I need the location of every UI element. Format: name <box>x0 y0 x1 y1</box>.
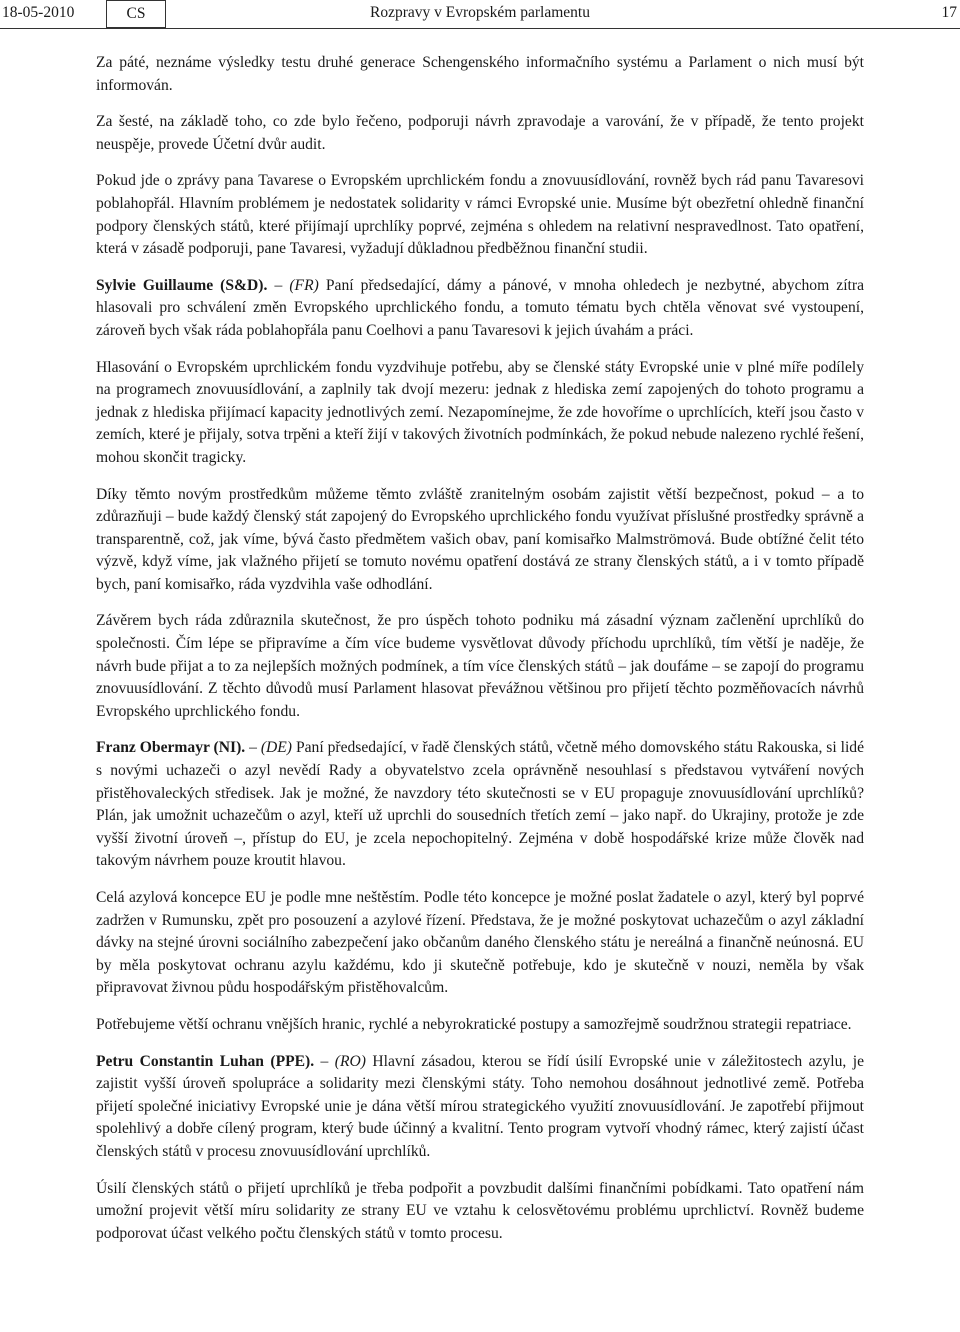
paragraph <box>96 887 864 1000</box>
speech-paragraph: Petru Constantin Luhan (PPE). – (RO) Hlavní zásadou, kterou se řídí úsilí Evropské unie v záležitostech azylu, je zajistit vyšší úroveň spolupráce a solidarity mezi členskými státy. Toho nemohou dosáhnout jednotlivé země. Potřeba přijetí společné iniciativy Evropské unie je dána větší mírou strategického využití znovuusídlování. Je zapotřebí přijmout spolehlivý a dobře cílený program, který bude účinný a kvalitní. Tento program vytvoří vhodný rámec, který zajistí účast členských států v procesu znovuusídlování uprchlíků. <box>96 1052 864 1160</box>
paragraph-text: Za páté, neznáme výsledky testu druhé generace Schengenského informačního systému a Parlament o nich musí být informován. <box>96 54 864 94</box>
speech-language: (FR) <box>289 276 319 294</box>
paragraph <box>96 610 864 723</box>
paragraph-text: Pokud jde o zprávy pana Tavarese o Evropském uprchlickém fondu a znovuusídlování, rovněž bych rád panu Tavaresovi poblahopřál. Hlavním problémem je nedostatek solidarity v rámci Evropské unie. Musíme být obezřetní ohledně finanční podpory členských států, které přijímají uprchlíky poprvé, zejména s ohledem na relativní nespravedlnost. Tato opatření, která v zásadě podporuji, pane Tavaresi, vyžadují důkladnou předběžnou finanční studii. <box>96 172 864 258</box>
paragraph-text: Hlavní zásadou, kterou se řídí úsilí Evropské unie v záležitostech azylu, je zajistit vyšší úroveň spolupráce a solidarity mezi členskými státy. Toho nemohou dosáhnout jednotlivé země. Potřeba přijetí společné iniciativy Evropské unie je dána větší mírou strategického využití znovuusídlování. Je zapotřebí přijmout spolehlivý a dobře cílený program, který bude účinný a kvalitní. Tento program vytvoří vhodný rámec, který zajistí účast členských států v procesu znovuusídlování uprchlíků. <box>96 1052 864 1160</box>
paragraph <box>96 1014 864 1037</box>
paragraph-text: Díky těmto novým prostředkům můžeme těmto zvláště zranitelným osobám zajistit větší bezpečnost, pokud – a to zdůrazňuji – bude každý členský stát zapojený do Evropského uprchlického fondu využívat příslušné prostředky správně a transparentně, což, jak víme, bývá často předmětem vašich obav, paní komisařko Malmströmová. Bude obtížné čelit této výzvě, když víme, jak vlažného přijetí se tomuto novému opatření dostává ze strany členských států, a i v tomto případě bych, paní komisařko, ráda vyzdvihla vaše odhodlání. <box>96 485 864 593</box>
header-date: 18-05-2010 <box>2 4 75 21</box>
paragraph <box>96 111 864 156</box>
document-body <box>96 52 864 1259</box>
paragraph <box>96 170 864 260</box>
paragraph <box>96 52 864 97</box>
paragraph <box>96 357 864 470</box>
paragraph-text: Hlasování o Evropském uprchlickém fondu vyzdvihuje potřebu, aby se členské státy Evropské unie v plné míře podílely na programech znovuusídlování, a zaplnily tak dvojí mezeru: jednak z hlediska zemí zapojených do tohoto programu a jednak z hlediska přijímací kapacity jednotlivých zemí. Nezapomínejme, že zde hovoříme o uprchlících, kteří jsou často v zemích, které je přijaly, sotva trpěni a kteří žijí v takových životních podmínkách, že pokud nebude nalezeno rychlé řešení, mohou skončit tragicky. <box>96 358 864 466</box>
paragraph-text: Za šesté, na základě toho, co zde bylo řečeno, podporuji návrh zpravodaje a varování, že v případě, že tento projekt neuspěje, provede Účetní dvůr audit. <box>96 113 864 153</box>
speech-language: (RO) <box>334 1052 366 1070</box>
speaker-name: Sylvie Guillaume (S&D). <box>96 276 268 294</box>
language-badge: CS <box>106 0 166 28</box>
speech-language: (DE) <box>260 739 293 757</box>
speech-paragraph: Sylvie Guillaume (S&D). – (FR) Paní předsedající, dámy a pánové, v mnoha ohledech je nezbytné, abychom zítra hlasovali pro schválení změn Evropského uprchlického fondu, a tomuto tématu bych chtěla věnovat své vystoupení, zároveň bych však ráda poblahopřála panu Coelhovi a panu Tavaresovi k jejich úvahám a práci. <box>96 276 864 339</box>
page-number: 17 <box>941 4 957 21</box>
page-header <box>0 0 960 29</box>
paragraph-text: Paní předsedající, dámy a pánové, v mnoha ohledech je nezbytné, abychom zítra hlasovali pro schválení změn Evropského uprchlického fondu, a tomuto tématu bych chtěla věnovat své vystoupení, zároveň bych však ráda poblahopřála panu Coelhovi a panu Tavaresovi k jejich úvahám a práci. <box>96 276 864 339</box>
speech-paragraph: Franz Obermayr (NI). – (DE) Paní předsedající, v řadě členských států, včetně mého domovského státu Rakouska, si lidé s novými uchazeči o azyl nevědí Rady a obyvatelstvo zcela oprávněně nesouhlasí s představou vytváření nových přistěhovaleckých středisek. Jak je možné, že navzdory této skutečnosti se v EU propaguje znovuusídlování uprchlíků? Plán, jak umožnit uchazečům o azyl, kteří už uprchli do sousedních třetích zemí – jako např. do Ukrajiny, protože je zde vyšší životní úroveň –, přístup do EU, je zcela nepochopitelný. Zejména v době hospodářské krize může člověk nad takovým návrhem pouze kroutit hlavou. <box>96 739 865 870</box>
paragraph <box>96 484 864 597</box>
paragraph <box>96 1178 864 1246</box>
paragraph-text: Celá azylová koncepce EU je podle mne neštěstím. Podle této koncepce je možné poslat žadatele o azyl, který byl poprvé zadržen v Rumunsku, zpět pro posouzení a azylové řízení. Představa, že je možné poskytovat uchazečům o azyl základní dávky na stejné úrovni sociálního zabezpečení jako občanům daného členského státu je nereálná a finančně neúnosná. EU by měla poskytovat ochranu azylu každému, kdo ji skutečně potřebuje, kdo je skutečně v nouzi, neměla by však připravovat živnou půdu hospodářským přistěhovalcům. <box>96 889 864 997</box>
paragraph-text: Paní předsedající, v řadě členských států, včetně mého domovského státu Rakouska, si lidé s novými uchazeči o azyl nevědí Rady a obyvatelstvo zcela oprávněně nesouhlasí s představou vytváření nových přistěhovaleckých středisek. Jak je možné, že navzdory této skutečnosti se v EU propaguje znovuusídlování uprchlíků? Plán, jak umožnit uchazečům o azyl, kteří už uprchli do sousedních třetích zemí – jako např. do Ukrajiny, protože je zde vyšší životní úroveň –, přístup do EU, je zcela nepochopitelný. Zejména v době hospodářské krize může člověk nad takovým návrhem pouze kroutit hlavou. <box>96 739 865 870</box>
paragraph-text: Potřebujeme větší ochranu vnějších hranic, rychlé a nebyrokratické postupy a samozřejmě soudržnou strategii repatriace. <box>96 1015 852 1033</box>
speaker-name: Franz Obermayr (NI). <box>96 739 246 757</box>
header-title: Rozpravy v Evropském parlamentu <box>370 4 590 21</box>
speaker-name: Petru Constantin Luhan (PPE). <box>96 1052 315 1070</box>
paragraph-text: Závěrem bych ráda zdůraznila skutečnost, že pro úspěch tohoto podniku má zásadní význam začlenění uprchlíků do společnosti. Čím lépe se připravíme a čím více budeme vysvětlovat důvody příchodu uprchlíků, tím větší je naděje, že návrh bude přijat a to za nejlepších možných podmínek, a tím více členských států – jak doufáme – se zapojí do programu znovuusídlování. Z těchto důvodů musí Parlament hlasovat převážnou většinou pro přijetí těchto pozměňovacích návrhů Evropského uprchlického fondu. <box>96 612 864 720</box>
paragraph-text: Úsilí členských států o přijetí uprchlíků je třeba podpořit a povzbudit dalšími finančními pobídkami. Tato opatření nám umožní projevit větší míru solidarity ze strany EU ve vztahu k celosvětovému problému uprchlictví. Rovněž budeme podporovat účast velkého počtu členských států v tomto procesu. <box>96 1179 864 1242</box>
